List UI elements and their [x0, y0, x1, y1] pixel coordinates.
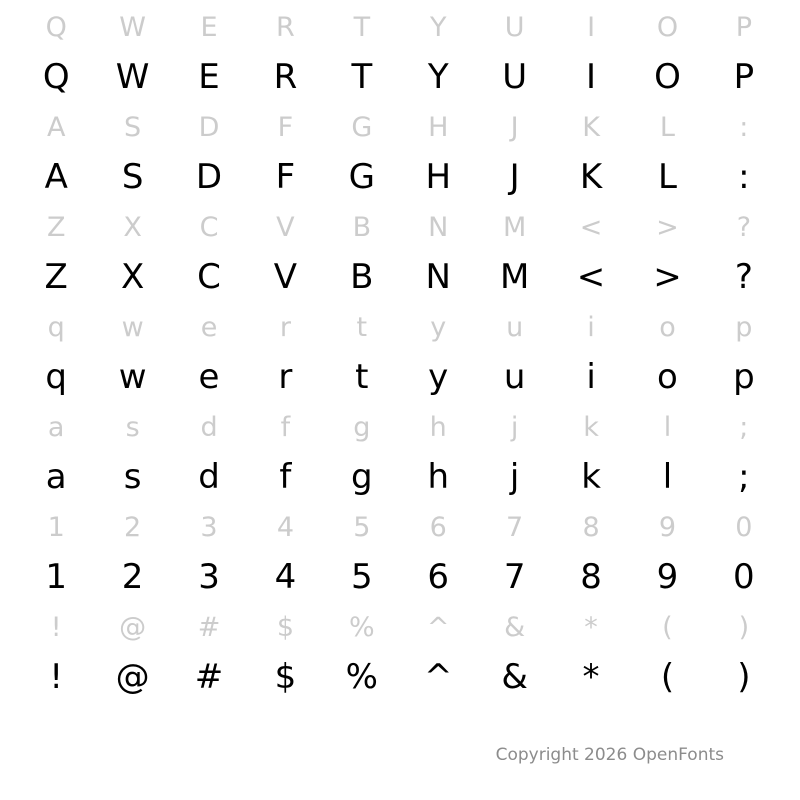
glyph-cell-light: B [352, 211, 372, 243]
glyph-cell-light: Y [429, 11, 447, 43]
glyph-cell-dark: W [115, 57, 150, 97]
glyph-cell-light: ^ [426, 611, 450, 643]
glyph-cell-light: Q [45, 11, 67, 43]
glyph-cell-dark: h [427, 457, 450, 497]
glyph-cell-light: k [583, 411, 599, 443]
row-symbols-light [0, 604, 800, 650]
glyph-cell-light: L [659, 111, 675, 143]
glyph-cell-light: E [200, 11, 218, 43]
glyph-cell-dark: a [45, 457, 67, 497]
glyph-cell-light: p [735, 311, 753, 343]
glyph-cell-dark: M [499, 257, 530, 297]
glyph-cell-dark: 7 [503, 557, 526, 597]
glyph-cell-dark: U [502, 57, 528, 97]
glyph-cell-light: u [506, 311, 524, 343]
glyph-cell-dark: Q [42, 57, 70, 97]
glyph-cell-dark: ^ [423, 657, 453, 697]
glyph-cell-dark: f [279, 457, 292, 497]
glyph-cell-light: h [429, 411, 447, 443]
glyph-cell-dark: C [197, 257, 221, 297]
glyph-cell-dark: s [123, 457, 142, 497]
glyph-cell-dark: d [198, 457, 220, 497]
glyph-row-pair [0, 104, 800, 204]
glyph-cell-light: & [504, 611, 526, 643]
glyph-cell-light: 4 [276, 511, 295, 543]
glyph-cell-light: f [280, 411, 291, 443]
glyph-cell-dark: > [653, 257, 682, 297]
glyph-cell-dark: 1 [45, 557, 68, 597]
glyph-cell-light: 8 [582, 511, 600, 543]
row-uppercase-3-light [0, 204, 800, 250]
glyph-cell-dark: o [657, 357, 678, 397]
glyph-cell-dark: % [345, 657, 378, 697]
glyph-cell-light: q [47, 311, 65, 343]
glyph-cell-dark: N [425, 257, 451, 297]
glyph-cell-light: R [276, 11, 295, 43]
row-uppercase-1-light [0, 4, 800, 50]
row-symbols-dark [0, 650, 800, 704]
glyph-cell-dark: J [509, 157, 520, 197]
glyph-cell-light: o [659, 311, 676, 343]
glyph-cell-dark: V [273, 257, 298, 297]
glyph-cell-dark: * [582, 657, 600, 697]
glyph-row-pair [0, 204, 800, 304]
glyph-cell-light: ( [662, 611, 673, 643]
glyph-cell-dark: ; [738, 457, 750, 497]
glyph-cell-light: A [46, 111, 66, 143]
glyph-cell-dark: u [503, 357, 526, 397]
row-lowercase-1-dark [0, 350, 800, 404]
glyph-cell-dark: 6 [427, 557, 450, 597]
glyph-cell-light: C [199, 211, 219, 243]
glyph-cell-light: * [584, 611, 598, 643]
row-lowercase-2-light [0, 404, 800, 450]
glyph-cell-dark: e [198, 357, 220, 397]
glyph-cell-dark: 3 [198, 557, 220, 597]
glyph-cell-dark: 5 [351, 557, 373, 597]
glyph-cell-dark: 8 [580, 557, 602, 597]
glyph-row-pair [0, 304, 800, 404]
glyph-cell-dark: Y [427, 57, 449, 97]
glyph-cell-dark: S [121, 157, 144, 197]
glyph-cell-dark: L [657, 157, 677, 197]
row-digits-light [0, 504, 800, 550]
row-lowercase-2-dark [0, 450, 800, 504]
glyph-cell-dark: t [355, 357, 369, 397]
glyph-row-pair [0, 604, 800, 704]
glyph-cell-dark: # [194, 657, 224, 697]
glyph-cell-light: i [587, 311, 595, 343]
glyph-cell-light: : [739, 111, 749, 143]
glyph-cell-dark: y [428, 357, 449, 397]
row-lowercase-1-light [0, 304, 800, 350]
glyph-cell-light: 5 [353, 511, 371, 543]
glyph-cell-light: t [356, 311, 368, 343]
glyph-cell-dark: i [586, 357, 596, 397]
glyph-cell-light: j [510, 411, 519, 443]
glyph-cell-dark: r [278, 357, 293, 397]
glyph-cell-dark: I [586, 57, 597, 97]
glyph-cell-light: @ [119, 611, 147, 643]
glyph-cell-dark: E [198, 57, 220, 97]
glyph-cell-dark: @ [115, 657, 150, 697]
glyph-cell-light: 7 [506, 511, 524, 543]
glyph-cell-dark: ) [737, 657, 751, 697]
row-digits-dark [0, 550, 800, 604]
glyph-cell-light: > [656, 211, 679, 243]
glyph-cell-dark: : [738, 157, 750, 197]
glyph-cell-light: ? [736, 211, 752, 243]
glyph-cell-light: s [125, 411, 140, 443]
glyph-cell-dark: G [348, 157, 375, 197]
glyph-cell-light: 2 [124, 511, 142, 543]
glyph-cell-light: X [123, 211, 142, 243]
glyph-cell-dark: 4 [274, 557, 297, 597]
glyph-row-pair [0, 404, 800, 504]
glyph-cell-dark: $ [274, 657, 297, 697]
glyph-cell-dark: j [509, 457, 520, 497]
glyph-cell-dark: q [45, 357, 67, 397]
glyph-cell-light: y [430, 311, 447, 343]
glyph-cell-dark: P [733, 57, 755, 97]
glyph-cell-light: D [198, 111, 220, 143]
glyph-cell-dark: ? [734, 257, 753, 297]
glyph-cell-light: W [119, 11, 146, 43]
row-uppercase-1-dark [0, 50, 800, 104]
glyph-cell-light: I [587, 11, 596, 43]
glyph-cell-light: J [510, 111, 519, 143]
glyph-cell-light: a [47, 411, 65, 443]
glyph-cell-dark: K [579, 157, 603, 197]
glyph-cell-light: ) [738, 611, 750, 643]
glyph-cell-light: Z [46, 211, 66, 243]
glyph-cell-light: $ [276, 611, 295, 643]
glyph-cell-light: M [502, 211, 527, 243]
glyph-cell-light: T [353, 11, 371, 43]
glyph-cell-light: < [579, 211, 603, 243]
glyph-cell-light: w [121, 311, 144, 343]
glyph-cell-light: K [582, 111, 600, 143]
copyright-notice: Copyright 2026 OpenFonts [495, 745, 724, 765]
row-uppercase-2-dark [0, 150, 800, 204]
glyph-cell-light: 3 [200, 511, 218, 543]
glyph-cell-light: 1 [47, 511, 65, 543]
glyph-cell-light: e [200, 311, 218, 343]
glyph-cell-dark: ( [660, 657, 675, 697]
glyph-cell-light: r [279, 311, 291, 343]
glyph-cell-light: F [277, 111, 294, 143]
glyph-cell-light: G [351, 111, 373, 143]
glyph-cell-dark: g [351, 457, 373, 497]
glyph-cell-dark: O [654, 57, 681, 97]
glyph-cell-light: 0 [735, 511, 753, 543]
row-uppercase-3-dark [0, 250, 800, 304]
glyph-cell-light: S [124, 111, 142, 143]
glyph-cell-light: l [663, 411, 672, 443]
glyph-cell-dark: 2 [121, 557, 144, 597]
glyph-cell-light: g [353, 411, 371, 443]
glyph-cell-dark: D [195, 157, 223, 197]
glyph-cell-dark: 0 [733, 557, 755, 597]
glyph-cell-dark: < [576, 257, 606, 297]
glyph-row-pair [0, 4, 800, 104]
glyph-cell-light: H [428, 111, 449, 143]
glyph-cell-light: 9 [658, 511, 677, 543]
glyph-cell-dark: B [350, 257, 374, 297]
glyph-cell-light: P [735, 11, 752, 43]
glyph-cell-dark: H [425, 157, 452, 197]
glyph-cell-dark: A [44, 157, 68, 197]
glyph-cell-dark: l [662, 457, 673, 497]
glyph-cell-dark: & [501, 657, 528, 697]
glyph-cell-light: U [504, 11, 525, 43]
glyph-cell-dark: w [118, 357, 147, 397]
glyph-cell-light: N [428, 211, 449, 243]
glyph-row-pair [0, 504, 800, 604]
glyph-cell-light: ! [50, 611, 62, 643]
glyph-cell-dark: X [120, 257, 145, 297]
glyph-cell-dark: k [581, 457, 601, 497]
glyph-cell-dark: F [275, 157, 296, 197]
glyph-cell-dark: T [351, 57, 373, 97]
glyph-cell-light: % [349, 611, 375, 643]
row-uppercase-2-light [0, 104, 800, 150]
glyph-cell-light: O [656, 11, 679, 43]
glyph-cell-light: # [197, 611, 221, 643]
glyph-cell-dark: Z [44, 257, 68, 297]
glyph-cell-light: 6 [429, 511, 447, 543]
glyph-cell-dark: ! [49, 657, 64, 697]
glyph-cell-dark: R [273, 57, 298, 97]
glyph-cell-dark: p [733, 357, 755, 397]
glyph-cell-light: ; [739, 411, 749, 443]
glyph-cell-light: V [276, 211, 295, 243]
glyph-cell-dark: 9 [656, 557, 679, 597]
glyph-cell-light: d [200, 411, 218, 443]
